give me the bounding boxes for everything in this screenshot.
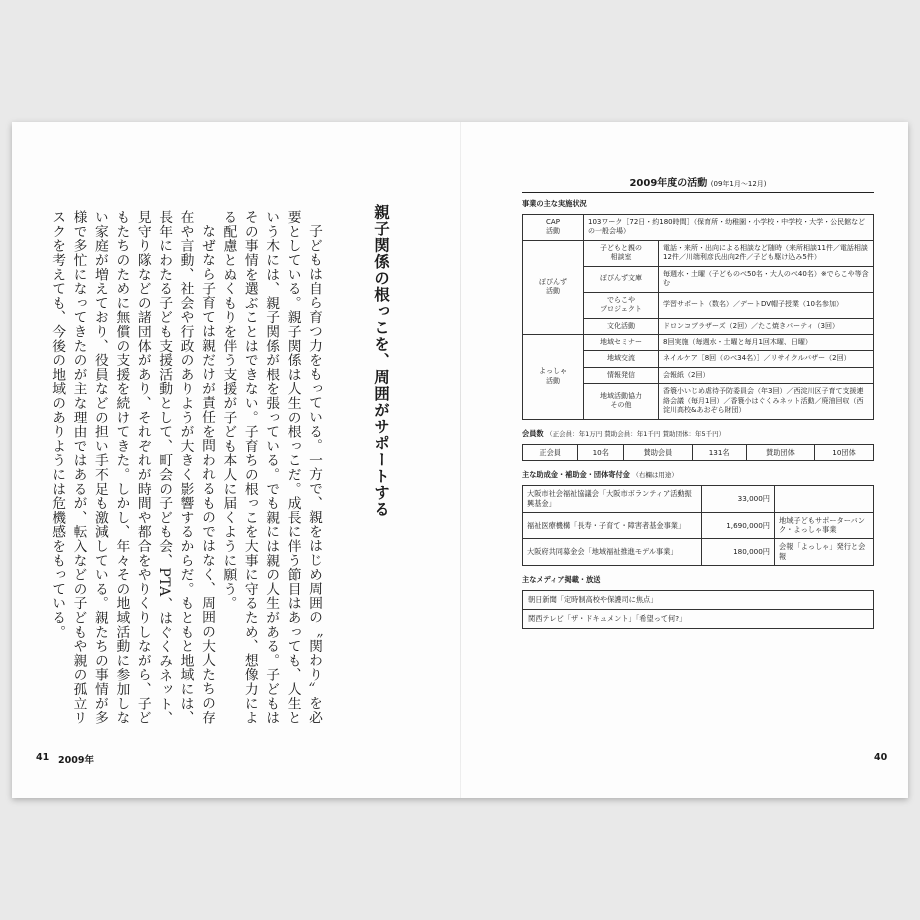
activities-label: 事業の主な実施状況 bbox=[522, 199, 587, 208]
member-type: 賛助会員 bbox=[624, 444, 692, 461]
grant-amount: 1,690,000円 bbox=[702, 512, 775, 538]
grant-use: 地域子どもサポーターバンク・よっしゃ事業 bbox=[775, 512, 874, 538]
group-yossha: よっしゃ 活動 bbox=[523, 334, 584, 419]
table-row bbox=[523, 215, 874, 241]
item-label: 情報発信 bbox=[584, 367, 659, 383]
member-type: 賛助団体 bbox=[746, 444, 814, 461]
item-detail: ネイルケア［8回（のべ34名）］／リサイクルバザー（2回） bbox=[659, 351, 874, 367]
report-title bbox=[522, 174, 874, 193]
section-heading: 親子関係の根っこを、周囲がサポートする bbox=[372, 204, 390, 518]
item-label: 地域活動協力 その他 bbox=[584, 384, 659, 419]
item-label: 地域交流 bbox=[584, 351, 659, 367]
members-label-text: 会員数 bbox=[522, 428, 544, 438]
media-item: 朝日新聞「定時制高校や保護司に焦点」 bbox=[522, 590, 874, 610]
page-number-left: 41 bbox=[36, 752, 50, 763]
running-head-year: 2009年 bbox=[58, 755, 94, 766]
item-detail: 会報紙（2回） bbox=[659, 367, 874, 383]
activity-report bbox=[522, 174, 874, 629]
item-detail: ドロンコブラザーズ（2回）／たこ焼きパーティ（3回） bbox=[659, 318, 874, 334]
member-count: 10団体 bbox=[815, 444, 874, 461]
grants-label-text: 主な助成金・補助金・団体寄付金 bbox=[522, 470, 630, 480]
grant-amount: 180,000円 bbox=[702, 539, 775, 565]
page-number-right: 40 bbox=[874, 752, 888, 763]
members-table bbox=[522, 444, 874, 462]
grant-use: 会報「よっしゃ」発行と会報 bbox=[775, 539, 874, 565]
grants-table bbox=[522, 485, 874, 565]
member-count: 10名 bbox=[578, 444, 624, 461]
table-row bbox=[523, 486, 874, 512]
report-title-period: (09年1月〜12月) bbox=[710, 180, 767, 188]
item-detail: 8回実施（毎週水・土曜と毎月1回木曜、日曜） bbox=[659, 334, 874, 350]
group-cap: CAP 活動 bbox=[523, 215, 584, 241]
item-label: 地域セミナー bbox=[584, 334, 659, 350]
body-text bbox=[49, 210, 324, 738]
item-label: でらこや プロジェクト bbox=[584, 292, 659, 318]
table-row bbox=[523, 334, 874, 350]
member-type: 正会員 bbox=[523, 444, 578, 461]
item-detail: 毎週水・土曜（子どものべ50名・大人のべ40名）※でらこや等含む bbox=[659, 266, 874, 292]
table-row bbox=[523, 539, 874, 565]
grants-note: （右欄は用途） bbox=[632, 471, 678, 480]
media-label: 主なメディア掲載・放送 bbox=[522, 574, 601, 584]
item-detail: 香簑小いじめ虐待予防委員会（年3回）／西淀川区子育て支援連絡会議（毎月1回）／香簑小はぐくみネット活動／廃油回収（西淀川高校&あおぞら財団） bbox=[659, 384, 874, 419]
grant-amount: 33,000円 bbox=[702, 486, 775, 512]
item-detail: 学習サポート（数名）／デートDV帽子授業（10名参加） bbox=[659, 292, 874, 318]
member-count: 131名 bbox=[692, 444, 746, 461]
paragraph-2: なぜなら子育ては親だけが責任を問われるものではなく、周囲の大人たちの存在や言動、社会や行政のありようが大きく影響するからだ。もともと地域には、長年にわたる子ども支援活動として、町会の子ども会、PTA、はぐくみネット、見守り隊などの諸団体があり、それぞれが時間や都合をやりくりしながら、子どもたちのために無償の支援を続けてきた。しかし、年々その地域活動に参加しない家庭が増えており、役員などの担い手不足も激減している。親たちの事情が多様で多忙になってきたのが主な理由ではあるが、転入などの子どもや親の孤立リスクを考えても、今後の地域のありようには危機感をもっている。 bbox=[49, 210, 215, 726]
report-title-text: 2009年度の活動 bbox=[629, 178, 708, 189]
media-item: 関西テレビ「ザ・ドキュメント」「希望って何?」 bbox=[522, 610, 874, 629]
grant-use bbox=[775, 486, 874, 512]
grant-source: 大阪府共同募金会「地域福祉推進モデル事業」 bbox=[523, 539, 702, 565]
grant-source: 大阪市社会福祉協議会「大阪市ボランティア活動振興基金」 bbox=[523, 486, 702, 512]
item-label: 子どもと親の 相談室 bbox=[584, 240, 659, 266]
table-row bbox=[523, 512, 874, 538]
gutter bbox=[460, 122, 461, 798]
members-note: （正会員：年1万円 賛助会員：年1千円 賛助団体：年5千円） bbox=[546, 429, 726, 438]
members-label bbox=[522, 429, 874, 439]
cap-detail: 103ワーク［72日・約180時間］（保育所・幼稚園・小学校・中学校・大学・公民館などの一般会場） bbox=[584, 215, 874, 241]
grant-source: 福祉医療機構「長寿・子育て・障害者基金事業」 bbox=[523, 512, 702, 538]
item-label: 文化活動 bbox=[584, 318, 659, 334]
table-row bbox=[523, 444, 874, 461]
item-label: ぽぴんず文庫 bbox=[584, 266, 659, 292]
item-detail: 電話・来所・出向による相談など随時（来所相談11件／電話相談12件／川端利彦氏出向2件／子ども駆け込み5件） bbox=[659, 240, 874, 266]
book-spread bbox=[12, 122, 908, 798]
paragraph-1: 子どもは自ら育つ力をもっている。一方で、親をはじめ周囲の〝関わり〟を必要としている。親子関係は人生の根っこだ。成長に伴う節目はあっても、人生という木には、親子関係が根を張っている。でも親には親の人生がある。子どもはその事情を選ぶことはできない。子育ちの根っこを大事に守るため、想像力による配慮とぬくもりを伴う支援が子ども本人に届くように願う。 bbox=[220, 210, 322, 725]
table-row bbox=[523, 240, 874, 266]
activities-table bbox=[522, 214, 874, 420]
grants-label bbox=[522, 470, 874, 480]
group-popinz: ぽぴんず 活動 bbox=[523, 240, 584, 334]
